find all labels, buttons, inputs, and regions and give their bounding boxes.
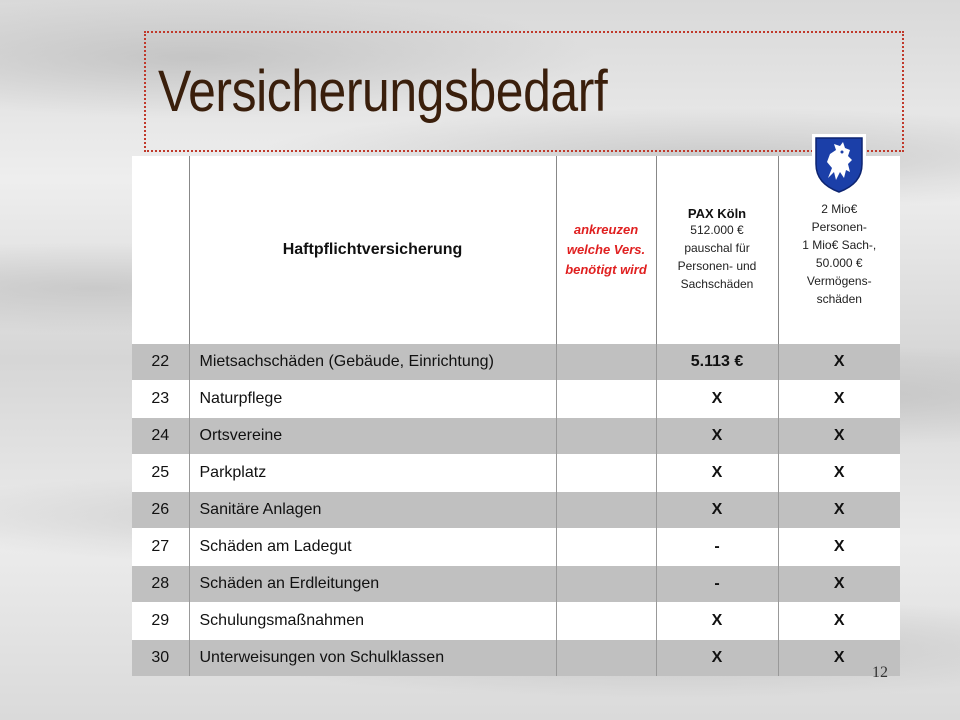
row-pax-value: X	[656, 603, 778, 640]
row-pax-value: X	[656, 492, 778, 529]
header-main-label: Haftpflichtversicherung	[282, 240, 463, 258]
row-number: 25	[132, 455, 189, 492]
row-coverage-value: X	[778, 455, 900, 492]
header-pax-cell	[656, 156, 778, 344]
row-checkbox-cell[interactable]	[556, 566, 656, 603]
row-label: Schäden an Erdleitungen	[189, 566, 556, 603]
header-pax-title: PAX Köln	[687, 206, 747, 221]
table-header-row	[132, 156, 900, 344]
table-row	[132, 455, 900, 492]
header-coverage-detail: 2 Mio€ Personen- 1 Mio€ Sach-, 50.000 € Vermögens- schäden	[802, 202, 877, 306]
row-label: Parkplatz	[189, 455, 556, 492]
row-number: 27	[132, 529, 189, 566]
row-checkbox-cell[interactable]	[556, 418, 656, 455]
row-checkbox-cell[interactable]	[556, 640, 656, 677]
row-coverage-value: X	[778, 418, 900, 455]
row-number: 28	[132, 566, 189, 603]
header-main-cell	[189, 156, 556, 344]
row-label: Sanitäre Anlagen	[189, 492, 556, 529]
row-number: 24	[132, 418, 189, 455]
row-pax-value: X	[656, 381, 778, 418]
row-number: 29	[132, 603, 189, 640]
row-coverage-value: X	[778, 566, 900, 603]
table-row	[132, 381, 900, 418]
table-row	[132, 603, 900, 640]
row-label: Mietsachschäden (Gebäude, Einrichtung)	[189, 344, 556, 381]
row-checkbox-cell[interactable]	[556, 603, 656, 640]
slide-title: Versicherungsbedarf	[158, 59, 608, 124]
row-label: Schulungsmaßnahmen	[189, 603, 556, 640]
row-number: 26	[132, 492, 189, 529]
row-coverage-value: X	[778, 603, 900, 640]
row-pax-value: X	[656, 418, 778, 455]
row-number: 30	[132, 640, 189, 677]
row-pax-value: X	[656, 640, 778, 677]
row-coverage-value: X	[778, 640, 900, 677]
row-coverage-value: X	[778, 529, 900, 566]
table-row	[132, 529, 900, 566]
row-pax-value: -	[656, 566, 778, 603]
row-pax-value: 5.113 €	[656, 344, 778, 381]
row-checkbox-cell[interactable]	[556, 381, 656, 418]
row-coverage-value: X	[778, 381, 900, 418]
row-number: 23	[132, 381, 189, 418]
page-number: 12	[872, 664, 888, 681]
row-checkbox-cell[interactable]	[556, 344, 656, 381]
header-number-cell	[132, 156, 189, 344]
table-row	[132, 344, 900, 381]
row-pax-value: X	[656, 455, 778, 492]
row-label: Naturpflege	[189, 381, 556, 418]
table-row	[132, 566, 900, 603]
row-checkbox-cell[interactable]	[556, 529, 656, 566]
insurance-table	[132, 156, 900, 676]
row-number: 22	[132, 344, 189, 381]
row-pax-value: -	[656, 529, 778, 566]
row-label: Ortsvereine	[189, 418, 556, 455]
row-checkbox-cell[interactable]	[556, 492, 656, 529]
header-pax-detail: 512.000 € pauschal für Personen- und Sachschäden	[677, 223, 757, 291]
row-label: Schäden am Ladegut	[189, 529, 556, 566]
header-coverage-cell	[778, 156, 900, 344]
table-row	[132, 418, 900, 455]
row-label: Unterweisungen von Schulklassen	[189, 640, 556, 677]
row-coverage-value: X	[778, 492, 900, 529]
header-mark-label: ankreuzen welche Vers. benötigt wird	[565, 221, 647, 277]
header-mark-cell	[556, 156, 656, 344]
lion-crest-icon	[812, 134, 866, 194]
row-coverage-value: X	[778, 344, 900, 381]
table-row	[132, 640, 900, 677]
row-checkbox-cell[interactable]	[556, 455, 656, 492]
table-row	[132, 492, 900, 529]
